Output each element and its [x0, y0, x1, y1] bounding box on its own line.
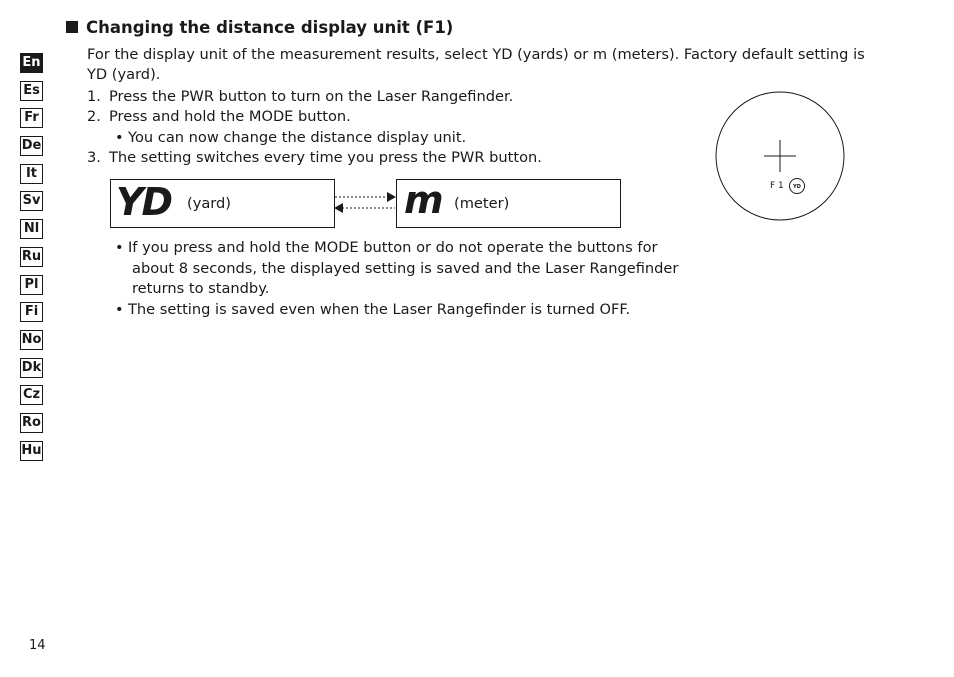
- language-tab-dk[interactable]: Dk: [20, 358, 43, 378]
- meter-label: (meter): [454, 195, 510, 212]
- section-heading: [66, 18, 453, 37]
- bullet-icon: •: [115, 129, 124, 146]
- note-1-line-1: [111, 238, 658, 258]
- unit-label: YD: [793, 184, 801, 190]
- language-tab-sv[interactable]: Sv: [20, 191, 43, 211]
- language-tab-pl[interactable]: Pl: [20, 275, 43, 295]
- language-tab-it[interactable]: It: [20, 164, 43, 184]
- page-number: 14: [29, 638, 46, 653]
- meter-symbol: m: [404, 178, 442, 222]
- step-text: The setting switches every time you press the PWR button.: [109, 149, 542, 166]
- language-tab-nl[interactable]: Nl: [20, 219, 43, 239]
- step-2-bullet: [111, 128, 466, 148]
- intro-paragraph: For the display unit of the measurement results, select YD (yards) or m (meters). Factory default setting is YD (yard).: [87, 46, 865, 83]
- step-text: Press and hold the MODE button.: [109, 108, 351, 125]
- step-text: Press the PWR button to turn on the Laser Rangefinder.: [109, 88, 514, 105]
- viewfinder-diagram: [714, 91, 847, 222]
- step-number: 3.: [87, 149, 101, 166]
- language-tab-no[interactable]: No: [20, 330, 43, 350]
- step-3: [87, 148, 542, 168]
- section-title: Changing the distance display unit (F1): [86, 18, 454, 37]
- yard-label: (yard): [187, 195, 231, 212]
- note-text: If you press and hold the MODE button or do not operate the buttons for: [128, 239, 658, 256]
- yard-display-box: [110, 179, 335, 228]
- language-tab-fr[interactable]: Fr: [20, 108, 43, 128]
- bullet-icon: •: [115, 301, 124, 318]
- language-tab-cz[interactable]: Cz: [20, 385, 43, 405]
- bullet-text: You can now change the distance display unit.: [128, 129, 467, 146]
- yard-symbol: YD: [116, 180, 172, 224]
- language-tab-fi[interactable]: Fi: [20, 302, 43, 322]
- note-text: The setting is saved even when the Laser Rangefinder is turned OFF.: [128, 301, 631, 318]
- language-tab-ru[interactable]: Ru: [20, 247, 43, 267]
- note-2: [111, 300, 630, 320]
- language-tabs: [20, 53, 44, 468]
- meter-display-box: [396, 179, 621, 228]
- language-tab-es[interactable]: Es: [20, 81, 43, 101]
- step-number: 1.: [87, 88, 101, 105]
- step-number: 2.: [87, 108, 101, 125]
- heading-square-icon: [66, 21, 78, 33]
- note-1-line-2: about 8 seconds, the displayed setting is saved and the Laser Rangefinder: [132, 260, 679, 277]
- language-tab-de[interactable]: De: [20, 136, 43, 156]
- step-1: [87, 87, 513, 107]
- function-label: F 1: [770, 181, 784, 191]
- language-tab-en[interactable]: En: [20, 53, 43, 73]
- note-1-line-3: returns to standby.: [132, 280, 270, 297]
- language-tab-ro[interactable]: Ro: [20, 413, 43, 433]
- bullet-icon: •: [115, 239, 124, 256]
- toggle-arrows-icon: [333, 190, 397, 214]
- step-2: [87, 107, 351, 127]
- language-tab-hu[interactable]: Hu: [20, 441, 43, 461]
